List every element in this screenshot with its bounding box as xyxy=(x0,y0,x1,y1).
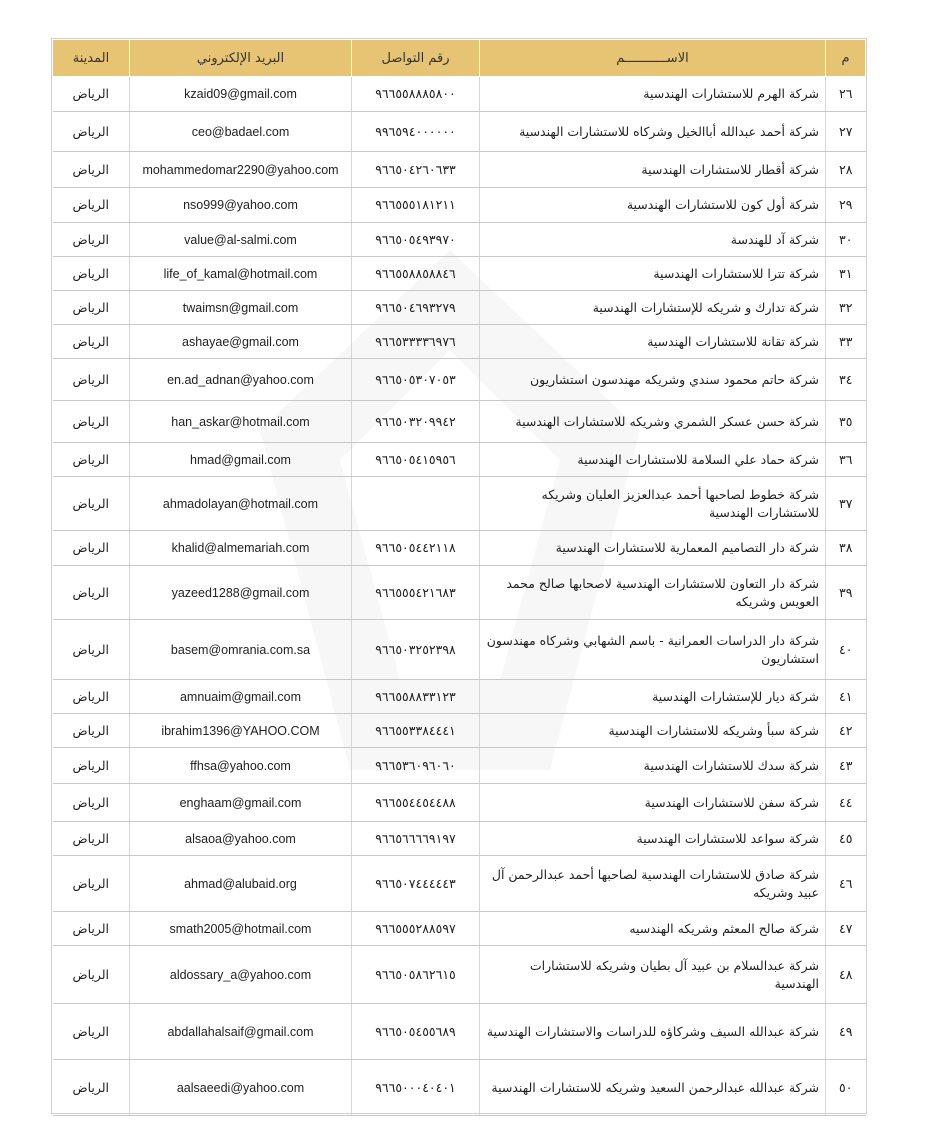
company-name: شركة عبدالله عبدالرحمن السعيد وشريكه للاستشارات الهندسية xyxy=(480,1060,826,1116)
table-row xyxy=(53,531,866,566)
phone-number: ٩٦٦٥٠٥٤١٥٩٥٦ xyxy=(352,443,480,477)
row-number: ٤١ xyxy=(826,680,866,714)
city: الرياض xyxy=(53,443,130,477)
city: الرياض xyxy=(53,531,130,566)
phone-number: ٩٦٦٥٠٥٤٥٥٦٨٩ xyxy=(352,1004,480,1060)
row-number: ٢٩ xyxy=(826,188,866,223)
table-row xyxy=(53,714,866,748)
table-row xyxy=(53,223,866,257)
city: الرياض xyxy=(53,946,130,1004)
phone-number: ٩٦٦٥٠٥٤٩٣٩٧٠ xyxy=(352,223,480,257)
company-name: شركة صادق للاستشارات الهندسية لصاحبها أحمد عبدالرحمن آل عبيد وشريكه xyxy=(480,856,826,912)
row-number: ٤٨ xyxy=(826,946,866,1004)
phone-number: ٩٦٦٥٣٣٣٣٦٩٧٦ xyxy=(352,325,480,359)
email-address: yazeed1288@gmail.com xyxy=(130,566,352,620)
phone-number: ٩٦٦٥٥٥٢٨٨٥٩٧ xyxy=(352,912,480,946)
row-number: ٥٠ xyxy=(826,1060,866,1116)
row-number: ٣٣ xyxy=(826,325,866,359)
company-name: شركة أول كون للاستشارات الهندسية xyxy=(480,188,826,223)
email-address: han_askar@hotmail.com xyxy=(130,401,352,443)
row-number: ٤٢ xyxy=(826,714,866,748)
phone-number: ٩٦٦٥٠٤٦٩٣٢٧٩ xyxy=(352,291,480,325)
company-name: شركة حسن عسكر الشمري وشريكه للاستشارات الهندسية xyxy=(480,401,826,443)
company-name: شركة صالح المعثم وشريكه الهندسيه xyxy=(480,912,826,946)
email-address: en.ad_adnan@yahoo.com xyxy=(130,359,352,401)
phone-number: ٩٦٦٥٥٨٨٥٨٨٤٦ xyxy=(352,257,480,291)
table-row xyxy=(53,784,866,822)
email-address: aldossary_a@yahoo.com xyxy=(130,946,352,1004)
city: الرياض xyxy=(53,748,130,784)
row-number: ٣٨ xyxy=(826,531,866,566)
city: الرياض xyxy=(53,1060,130,1116)
email-address: ibrahim1396@YAHOO.COM xyxy=(130,714,352,748)
table-row xyxy=(53,912,866,946)
company-name: شركة خطوط لصاحبها أحمد عبدالعزيز العليان وشريكه للاستشارات الهندسية xyxy=(480,477,826,531)
company-name: شركة سواعد للاستشارات الهندسية xyxy=(480,822,826,856)
table-row xyxy=(53,188,866,223)
phone-number: ٩٦٦٥٥٣٣٨٤٤٤١ xyxy=(352,714,480,748)
row-number: ٤٤ xyxy=(826,784,866,822)
table-row xyxy=(53,477,866,531)
row-number: ٣٤ xyxy=(826,359,866,401)
row-number: ٢٧ xyxy=(826,112,866,152)
email-address: enghaam@gmail.com xyxy=(130,784,352,822)
table-row xyxy=(53,257,866,291)
city: الرياض xyxy=(53,257,130,291)
city: الرياض xyxy=(53,152,130,188)
phone-number: ٩٦٦٥٣٦٠٩٦٠٦٠ xyxy=(352,748,480,784)
table-row xyxy=(53,152,866,188)
company-name: شركة الهرم للاستشارات الهندسية xyxy=(480,77,826,112)
row-number: ٣٢ xyxy=(826,291,866,325)
table-row xyxy=(53,325,866,359)
row-number: ٣١ xyxy=(826,257,866,291)
email-address: khalid@almemariah.com xyxy=(130,531,352,566)
email-address: kzaid09@gmail.com xyxy=(130,77,352,112)
company-name: شركة دار التصاميم المعمارية للاستشارات الهندسية xyxy=(480,531,826,566)
company-name: شركة دار الدراسات العمرانية - باسم الشهابي وشركاه مهندسون استشاريون xyxy=(480,620,826,680)
phone-number: ٩٦٦٥٠٥٣٠٧٠٥٣ xyxy=(352,359,480,401)
row-number: ٣٥ xyxy=(826,401,866,443)
header-number: م xyxy=(826,40,866,77)
company-name: شركة دار التعاون للاستشارات الهندسية لاصحابها صالح محمد العويس وشريكه xyxy=(480,566,826,620)
table-row xyxy=(53,112,866,152)
row-number: ٢٨ xyxy=(826,152,866,188)
city: الرياض xyxy=(53,822,130,856)
city: الرياض xyxy=(53,223,130,257)
city: الرياض xyxy=(53,620,130,680)
phone-number: ٩٦٦٥٠٥٨٦٢٦١٥ xyxy=(352,946,480,1004)
city: الرياض xyxy=(53,1004,130,1060)
row-number: ٣٦ xyxy=(826,443,866,477)
row-number: ٣٠ xyxy=(826,223,866,257)
table-row xyxy=(53,77,866,112)
row-number: ٤٩ xyxy=(826,1004,866,1060)
table-row xyxy=(53,822,866,856)
city: الرياض xyxy=(53,291,130,325)
company-name: شركة سفن للاستشارات الهندسية xyxy=(480,784,826,822)
city: الرياض xyxy=(53,359,130,401)
email-address: ahmad@alubaid.org xyxy=(130,856,352,912)
company-name: شركة ديار للإستشارات الهندسية xyxy=(480,680,826,714)
phone-number: ٩٦٦٥٠٤٢٦٠٦٣٣ xyxy=(352,152,480,188)
phone-number: ٩٦٦٥٠٧٤٤٤٤٤٣ xyxy=(352,856,480,912)
phone-number: ٩٩٦٥٩٤٠٠٠٠٠٠ xyxy=(352,112,480,152)
city: الرياض xyxy=(53,912,130,946)
header-name: الاســـــــــــم xyxy=(480,40,826,77)
firms-table xyxy=(52,39,866,1116)
email-address: nso999@yahoo.com xyxy=(130,188,352,223)
email-address: value@al-salmi.com xyxy=(130,223,352,257)
city: الرياض xyxy=(53,856,130,912)
phone-number: ٩٦٦٥٠٠٠٤٠٤٠١ xyxy=(352,1060,480,1116)
email-address: ahmadolayan@hotmail.com xyxy=(130,477,352,531)
row-number: ٤٣ xyxy=(826,748,866,784)
row-number: ٤٠ xyxy=(826,620,866,680)
table-row xyxy=(53,620,866,680)
email-address: ceo@badael.com xyxy=(130,112,352,152)
company-name: شركة آد للهندسة xyxy=(480,223,826,257)
phone-number: ٩٦٦٥٠٣٢٥٢٣٩٨ xyxy=(352,620,480,680)
phone-number: ٩٦٦٥٠٥٤٤٢١١٨ xyxy=(352,531,480,566)
company-name: شركة أقطار للاستشارات الهندسية xyxy=(480,152,826,188)
header-city: المدينة xyxy=(53,40,130,77)
table-row xyxy=(53,748,866,784)
phone-number xyxy=(352,477,480,531)
phone-number: ٩٦٦٥٥٥٤٢١٦٨٣ xyxy=(352,566,480,620)
email-address: aalsaeedi@yahoo.com xyxy=(130,1060,352,1116)
email-address: basem@omrania.com.sa xyxy=(130,620,352,680)
table-row xyxy=(53,291,866,325)
phone-number: ٩٦٦٥٥٤٤٥٤٤٨٨ xyxy=(352,784,480,822)
row-number: ٤٥ xyxy=(826,822,866,856)
table-row xyxy=(53,401,866,443)
email-address: amnuaim@gmail.com xyxy=(130,680,352,714)
table-row xyxy=(53,566,866,620)
city: الرياض xyxy=(53,112,130,152)
row-number: ٣٧ xyxy=(826,477,866,531)
row-number: ٣٩ xyxy=(826,566,866,620)
city: الرياض xyxy=(53,680,130,714)
header-email: البريد الإلكتروني xyxy=(130,40,352,77)
city: الرياض xyxy=(53,477,130,531)
phone-number: ٩٦٦٥٥٨٨٣٣١٢٣ xyxy=(352,680,480,714)
city: الرياض xyxy=(53,784,130,822)
company-name: شركة حاتم محمود سندي وشريكه مهندسون استشاريون xyxy=(480,359,826,401)
table-row xyxy=(53,946,866,1004)
table-row xyxy=(53,1060,866,1116)
table-header-row xyxy=(53,40,866,77)
phone-number: ٩٦٦٥٦٦٦٦٩١٩٧ xyxy=(352,822,480,856)
table-row xyxy=(53,856,866,912)
company-name: شركة عبدالسلام بن عبيد آل بطيان وشريكه للاستشارات الهندسية xyxy=(480,946,826,1004)
city: الرياض xyxy=(53,401,130,443)
company-name: شركة تقانة للاستشارات الهندسية xyxy=(480,325,826,359)
city: الرياض xyxy=(53,325,130,359)
email-address: twaimsn@gmail.com xyxy=(130,291,352,325)
table-row xyxy=(53,680,866,714)
email-address: ashayae@gmail.com xyxy=(130,325,352,359)
company-name: شركة سدك للاستشارات الهندسية xyxy=(480,748,826,784)
email-address: smath2005@hotmail.com xyxy=(130,912,352,946)
city: الرياض xyxy=(53,714,130,748)
table-row xyxy=(53,1004,866,1060)
row-number: ٢٦ xyxy=(826,77,866,112)
row-number: ٤٧ xyxy=(826,912,866,946)
company-name: شركة عبدالله السيف وشركاؤه للدراسات والاستشارات الهندسية xyxy=(480,1004,826,1060)
city: الرياض xyxy=(53,188,130,223)
table-row xyxy=(53,359,866,401)
city: الرياض xyxy=(53,566,130,620)
email-address: alsaoa@yahoo.com xyxy=(130,822,352,856)
email-address: life_of_kamal@hotmail.com xyxy=(130,257,352,291)
email-address: abdallahalsaif@gmail.com xyxy=(130,1004,352,1060)
company-name: شركة حماد علي السلامة للاستشارات الهندسية xyxy=(480,443,826,477)
company-name: شركة سبأ وشريكه للاستشارات الهندسية xyxy=(480,714,826,748)
company-name: شركة أحمد عبدالله أباالخيل وشركاه للاستشارات الهندسية xyxy=(480,112,826,152)
phone-number: ٩٦٦٥٠٣٢٠٩٩٤٢ xyxy=(352,401,480,443)
table-row xyxy=(53,443,866,477)
email-address: mohammedomar2290@yahoo.com xyxy=(130,152,352,188)
row-number: ٤٦ xyxy=(826,856,866,912)
email-address: ffhsa@yahoo.com xyxy=(130,748,352,784)
email-address: hmad@gmail.com xyxy=(130,443,352,477)
company-name: شركة تدارك و شريكه للإستشارات الهندسية xyxy=(480,291,826,325)
company-name: شركة تترا للاستشارات الهندسية xyxy=(480,257,826,291)
header-phone: رقم التواصل xyxy=(352,40,480,77)
phone-number: ٩٦٦٥٥٥١٨١٢١١ xyxy=(352,188,480,223)
phone-number: ٩٦٦٥٥٨٨٨٥٨٠٠ xyxy=(352,77,480,112)
city: الرياض xyxy=(53,77,130,112)
